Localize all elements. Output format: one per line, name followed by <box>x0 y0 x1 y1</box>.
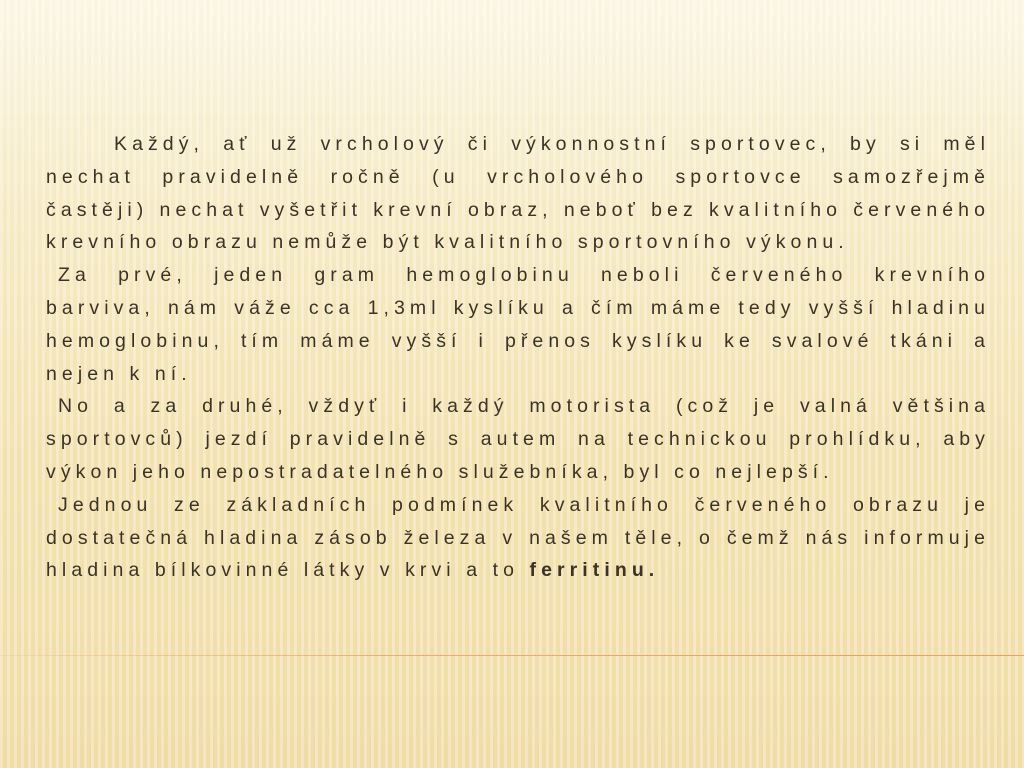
slide-body-text <box>46 128 990 587</box>
paragraph-1: Každý, ať už vrcholový či výkonnostní sportovec, by si měl nechat pravidelně ročně (u vrcholového sportovce samozřejmě častěji) nechat vyšetřit krevní obraz, neboť bez kvalitního červeného krevního obrazu nemůže být kvalitního sportovního výkonu. <box>46 133 990 254</box>
paragraph-2: Za prvé, jeden gram hemoglobinu neboli červeného krevního barviva, nám váže cca 1,3ml kyslíku a čím máme tedy vyšší hladinu hemoglobinu, tím máme vyšší i přenos kyslíku ke svalové tkáni a nejen k ní. <box>46 264 990 385</box>
paragraph-4-text: Jednou ze základních podmínek kvalitního červeného obrazu je dostatečná hladina zásob železa v našem těle, o čemž nás informuje hladina bílkovinné látky v krvi a to <box>46 493 990 582</box>
paragraph-4 <box>46 489 990 587</box>
paragraph-3: No a za druhé, vždyť i každý motorista (což je valná většina sportovců) jezdí pravidelně s autem na technickou prohlídku, aby výkon jeho nepostradatelného služebníka, byl co nejlepší. <box>46 395 990 483</box>
footer-divider-line <box>0 655 1024 656</box>
paragraph-4-bold-term: ferritinu. <box>529 559 660 582</box>
